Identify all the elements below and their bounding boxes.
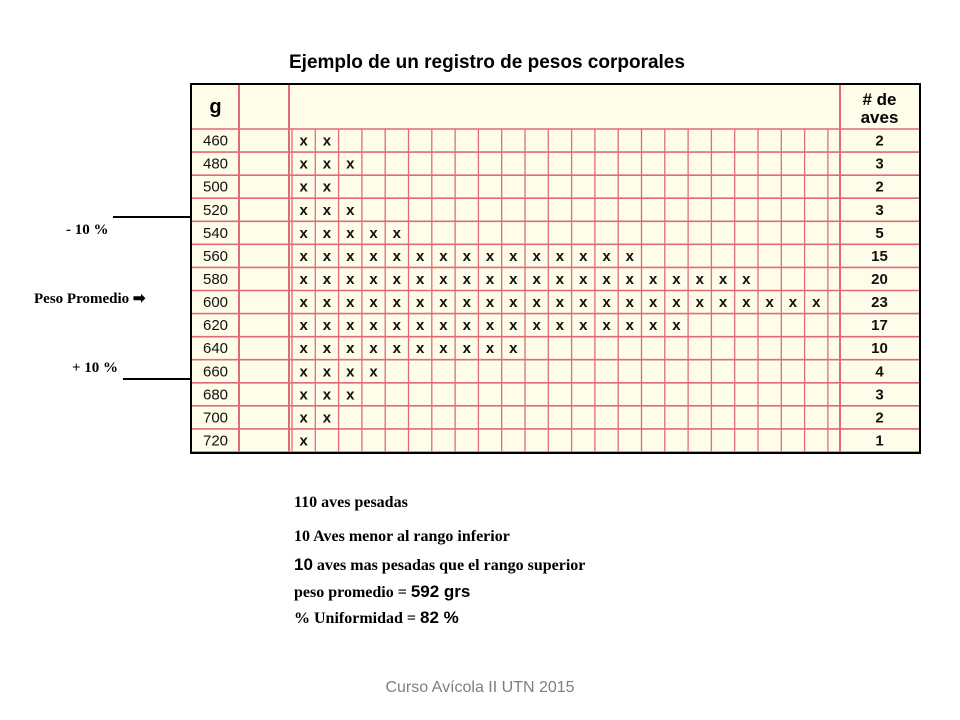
tally-mark: x	[346, 201, 355, 219]
tally-mark: x	[765, 294, 774, 312]
tally-mark: x	[369, 363, 378, 381]
tally-mark: x	[346, 363, 355, 381]
weight-label: 600	[202, 294, 229, 312]
tally-mark: x	[672, 317, 681, 335]
tally-mark: x	[346, 247, 355, 265]
weight-label: 460	[202, 132, 229, 150]
weight-label: 700	[202, 409, 229, 427]
tally-mark: x	[742, 270, 751, 288]
tally-mark: x	[322, 386, 332, 404]
tally-mark: x	[439, 294, 448, 312]
summary-above-count: 10	[294, 555, 313, 574]
tally-mark: x	[322, 132, 332, 150]
tally-mark: x	[485, 270, 495, 288]
tally-mark: x	[462, 270, 471, 288]
footer-text: Curso Avícola II UTN 2015	[385, 679, 575, 696]
arrow-right-icon: ➡	[132, 291, 146, 307]
bird-count: 3	[875, 386, 884, 404]
weight-label: 620	[202, 317, 229, 335]
bird-count: 17	[871, 317, 888, 335]
tally-mark: x	[485, 317, 495, 335]
tally-mark: x	[602, 317, 611, 335]
summary-uniformity-value: 82 %	[420, 608, 459, 627]
tally-mark: x	[485, 294, 495, 312]
bird-count: 2	[875, 178, 884, 196]
bird-count: 5	[875, 224, 884, 242]
summary-below: 10 Aves menor al rango inferior	[294, 528, 510, 545]
tally-mark: x	[369, 270, 378, 288]
tally-mark: x	[439, 317, 448, 335]
tally-mark: x	[369, 340, 378, 358]
tally-mark: x	[439, 340, 448, 358]
bird-count: 20	[871, 270, 888, 288]
summary-above	[294, 555, 585, 575]
tally-mark: x	[788, 294, 798, 312]
summary-total: 110 aves pesadas	[294, 494, 408, 511]
summary-uniformity	[294, 608, 459, 628]
weight-label: 500	[202, 178, 229, 196]
header-grams: g	[209, 96, 222, 118]
peso-promedio-label: Peso Promedio ➡	[34, 291, 146, 307]
tally-mark: x	[299, 201, 308, 219]
tally-mark: x	[718, 294, 728, 312]
tally-mark: x	[579, 270, 588, 288]
tally-mark: x	[322, 178, 332, 196]
bird-count: 3	[875, 201, 884, 219]
tally-mark: x	[369, 294, 378, 312]
tally-mark: x	[322, 224, 332, 242]
tally-mark: x	[299, 432, 308, 450]
tally-mark: x	[392, 340, 402, 358]
tally-mark: x	[718, 270, 728, 288]
tally-mark: x	[812, 294, 821, 312]
tally-mark: x	[392, 317, 402, 335]
tally-mark: x	[322, 155, 332, 173]
tally-mark: x	[346, 270, 355, 288]
tally-mark: x	[742, 294, 751, 312]
weight-label: 660	[202, 363, 229, 381]
tally-mark: x	[322, 363, 332, 381]
tally-mark: x	[555, 317, 565, 335]
tally-mark: x	[485, 247, 495, 265]
tally-mark: x	[415, 294, 425, 312]
weight-label: 520	[202, 201, 229, 219]
tally-mark: x	[462, 340, 471, 358]
weight-label: 720	[202, 432, 229, 450]
tally-mark: x	[299, 363, 308, 381]
tally-mark: x	[346, 386, 355, 404]
minus-10-label: - 10 %	[66, 222, 109, 238]
weight-label: 540	[202, 224, 229, 242]
tally-mark: x	[322, 317, 332, 335]
summary-average-value: 592 grs	[410, 582, 471, 601]
tally-mark: x	[532, 270, 541, 288]
tally-mark: x	[555, 247, 565, 265]
tally-mark: x	[299, 178, 308, 196]
tally-mark: x	[299, 247, 308, 265]
weight-label: 580	[202, 270, 229, 288]
tally-mark: x	[579, 294, 588, 312]
tally-mark: x	[369, 224, 378, 242]
tally-mark: x	[299, 132, 308, 150]
tally-mark: x	[509, 270, 518, 288]
summary-uniformity-label: % Uniformidad =	[294, 610, 417, 627]
tally-mark: x	[322, 409, 332, 427]
tally-mark: x	[625, 294, 635, 312]
tally-mark: x	[299, 409, 308, 427]
bird-count: 3	[875, 155, 884, 173]
tally-mark: x	[299, 340, 308, 358]
tally-mark: x	[509, 340, 518, 358]
tally-mark: x	[695, 294, 704, 312]
tally-mark: x	[346, 340, 355, 358]
tally-mark: x	[648, 294, 658, 312]
tally-mark: x	[602, 270, 611, 288]
bird-count: 10	[871, 340, 888, 358]
tally-mark: x	[369, 317, 378, 335]
tally-mark: x	[532, 317, 541, 335]
tally-mark: x	[392, 294, 402, 312]
bird-count: 23	[871, 294, 888, 312]
tally-mark: x	[625, 317, 635, 335]
tally-mark: x	[509, 294, 518, 312]
tally-mark: x	[695, 270, 704, 288]
tally-mark: x	[625, 247, 635, 265]
tally-mark: x	[415, 340, 425, 358]
bird-count: 2	[875, 132, 884, 150]
weight-label: 560	[202, 247, 229, 265]
tally-mark: x	[346, 294, 355, 312]
tally-mark: x	[299, 155, 308, 173]
tally-mark: x	[299, 294, 308, 312]
tally-mark: x	[579, 317, 588, 335]
tally-mark: x	[648, 270, 658, 288]
tally-mark: x	[346, 317, 355, 335]
weight-label: 680	[202, 386, 229, 404]
tally-mark: x	[346, 224, 355, 242]
tally-mark: x	[322, 294, 332, 312]
tally-mark: x	[346, 155, 355, 173]
tally-mark: x	[392, 247, 402, 265]
bird-count: 4	[875, 363, 884, 381]
tally-mark: x	[485, 340, 495, 358]
tally-mark: x	[415, 317, 425, 335]
tally-mark: x	[672, 294, 681, 312]
tally-mark: x	[322, 247, 332, 265]
tally-mark: x	[648, 317, 658, 335]
bird-count: 2	[875, 409, 884, 427]
tally-mark: x	[672, 270, 681, 288]
tally-mark: x	[299, 386, 308, 404]
weight-record-grid	[190, 83, 921, 454]
tally-mark: x	[555, 294, 565, 312]
tally-mark: x	[415, 247, 425, 265]
bird-count: 1	[875, 432, 884, 450]
tally-mark: x	[555, 270, 565, 288]
weight-label: 480	[202, 155, 229, 173]
tally-mark: x	[439, 270, 448, 288]
plus-10-label: + 10 %	[72, 360, 119, 376]
page-title: Ejemplo de un registro de pesos corporales	[289, 52, 685, 73]
bird-count: 15	[871, 247, 888, 265]
tally-mark: x	[509, 317, 518, 335]
weight-label: 640	[202, 340, 229, 358]
tally-mark: x	[299, 224, 308, 242]
tally-mark: x	[532, 247, 541, 265]
header-count-line1: # de	[862, 90, 897, 109]
tally-mark: x	[322, 270, 332, 288]
tally-mark: x	[579, 247, 588, 265]
tally-mark: x	[392, 270, 402, 288]
tally-mark: x	[392, 224, 402, 242]
tally-mark: x	[322, 340, 332, 358]
summary-average-label: peso promedio =	[294, 584, 407, 601]
tally-mark: x	[462, 294, 471, 312]
weight-grid-svg	[192, 85, 919, 452]
tally-mark: x	[369, 247, 378, 265]
tally-mark: x	[322, 201, 332, 219]
plus-10-line	[123, 378, 191, 380]
tally-mark: x	[602, 247, 611, 265]
tally-mark: x	[415, 270, 425, 288]
tally-mark: x	[462, 247, 471, 265]
minus-10-line	[113, 216, 191, 218]
tally-mark: x	[299, 270, 308, 288]
summary-above-text: aves mas pesadas que el rango superior	[316, 557, 586, 574]
tally-mark: x	[462, 317, 471, 335]
tally-mark: x	[299, 317, 308, 335]
header-count-line2: aves	[860, 108, 899, 127]
tally-mark: x	[602, 294, 611, 312]
tally-mark: x	[532, 294, 541, 312]
tally-mark: x	[509, 247, 518, 265]
tally-mark: x	[439, 247, 448, 265]
summary-average	[294, 582, 470, 602]
tally-mark: x	[625, 270, 635, 288]
